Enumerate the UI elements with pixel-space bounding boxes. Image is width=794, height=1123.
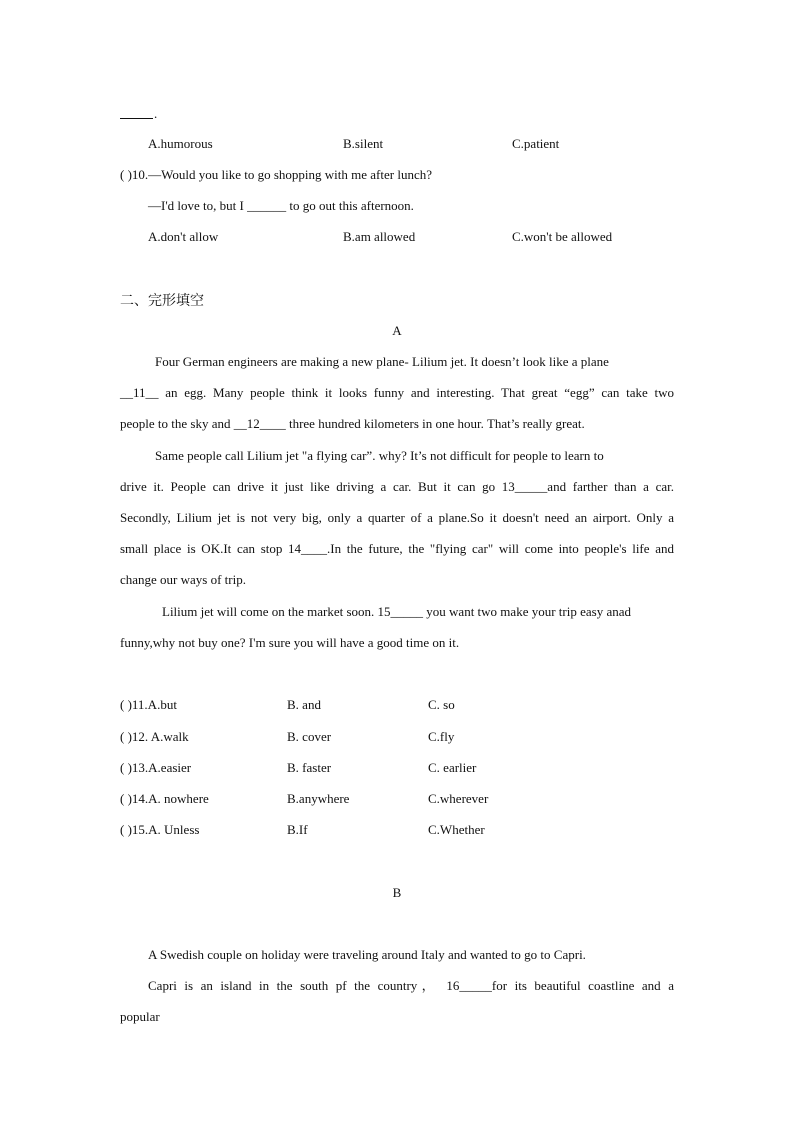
passage-a-line: __11__ an egg. Many people think it looks funny and interesting. That great “egg” can take two [120,385,674,400]
question-option-b: B.anywhere [287,791,350,806]
question-option-a: ( )15.A. Unless [120,822,200,837]
question-option-a: ( )12. A.walk [120,729,189,744]
passage-b-line: Capri is an island in the south pf the country， 16_____for its beautiful coastline and a [148,978,674,993]
question-option-c: C.wherever [428,791,489,806]
question-option-a: ( )11.A.but [120,697,177,712]
passage-a-line: change our ways of trip. [120,572,246,587]
question-option-c: C.fly [428,729,455,744]
passage-a-line: people to the sky and __12____ three hundred kilometers in one hour. That’s really great. [120,416,585,431]
q9-option-b: B.silent [343,136,384,151]
passage-a-line: small place is OK.It can stop 14____.In the future, the "flying car" will come into people's life and [120,541,674,556]
passage-a-line: funny,why not buy one? I'm sure you will have a good time on it. [120,635,460,650]
part-a-title: A [392,323,402,338]
q10-reply: —I'd love to, but I ______ to go out this afternoon. [148,198,414,213]
period: . [154,106,158,121]
question-option-c: C.Whether [428,822,485,837]
passage-b-line: A Swedish couple on holiday were traveling around Italy and wanted to go to Capri. [148,947,586,962]
q10-stem: ( )10.—Would you like to go shopping with me after lunch? [120,167,432,182]
part-b-title: B [392,885,402,900]
passage-a-line: Lilium jet will come on the market soon. 15_____ you want two make your trip easy anad [162,604,631,619]
section-heading: 二、完形填空 [120,294,204,309]
q9-option-a: A.humorous [148,136,213,151]
q10-option-a: A.don't allow [148,229,219,244]
question-option-a: ( )13.A.easier [120,760,192,775]
question-option-b: B. cover [287,729,332,744]
passage-a-line: drive it. People can drive it just like driving a car. But it can go 13_____and farther than a car. [120,479,674,494]
passage-a-line: Same people call Lilium jet "a flying car”. why? It’s not difficult for people to learn to [155,448,604,463]
question-option-b: B. faster [287,760,332,775]
q10-option-c: C.won't be allowed [512,229,613,244]
question-option-c: C. so [428,697,455,712]
question-option-b: B. and [287,697,321,712]
passage-b-line: popular [120,1009,160,1024]
question-option-b: B.If [287,822,308,837]
q9-option-c: C.patient [512,136,560,151]
q10-option-b: B.am allowed [343,229,416,244]
passage-a-line: Four German engineers are making a new plane- Lilium jet. It doesn’t look like a plane [155,354,609,369]
question-option-a: ( )14.A. nowhere [120,791,209,806]
passage-a-line: Secondly, Lilium jet is not very big, only a quarter of a plane.So it doesn't need an airport. Only a [120,510,674,525]
question-option-c: C. earlier [428,760,477,775]
answer-blank [120,118,153,119]
